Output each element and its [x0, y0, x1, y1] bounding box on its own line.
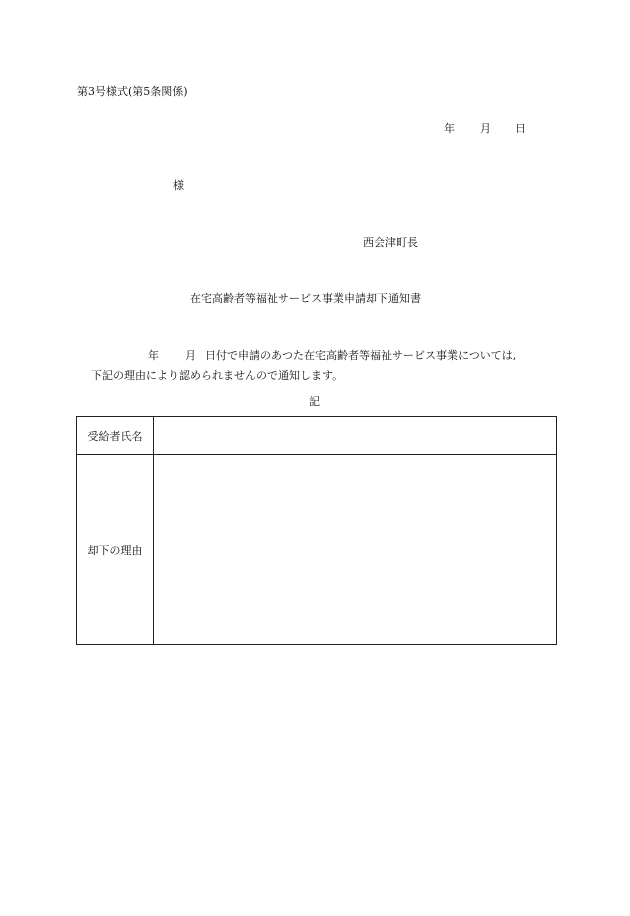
rejection-reason-label: 却下の理由: [77, 455, 154, 645]
body-line1: 日付で申請のあつた在宅高齢者等福祉サービス事業については,: [205, 349, 517, 362]
document-title: 在宅高齢者等福祉サービス事業申請却下通知書: [190, 292, 421, 305]
table-row-recipient-name: [77, 417, 557, 455]
body-line2: 下記の理由により認められませんので通知します。: [91, 369, 344, 382]
form-table: [76, 416, 557, 645]
recipient-name-label: 受給者氏名: [77, 417, 154, 455]
issuer: 西会津町長: [363, 236, 418, 249]
form-number: 第3号様式(第5条関係): [77, 85, 188, 98]
date-year-label: 年: [444, 122, 455, 135]
addressee-honorific: 様: [173, 179, 184, 192]
body-year-label: 年: [148, 349, 159, 362]
rejection-reason-field[interactable]: [154, 455, 557, 645]
date-month-label: 月: [480, 122, 491, 135]
recipient-name-field[interactable]: [154, 417, 557, 455]
table-row-rejection-reason: [77, 455, 557, 645]
body-month-label: 月: [185, 349, 196, 362]
notes-heading: 記: [309, 395, 320, 408]
date-day-label: 日: [515, 122, 526, 135]
